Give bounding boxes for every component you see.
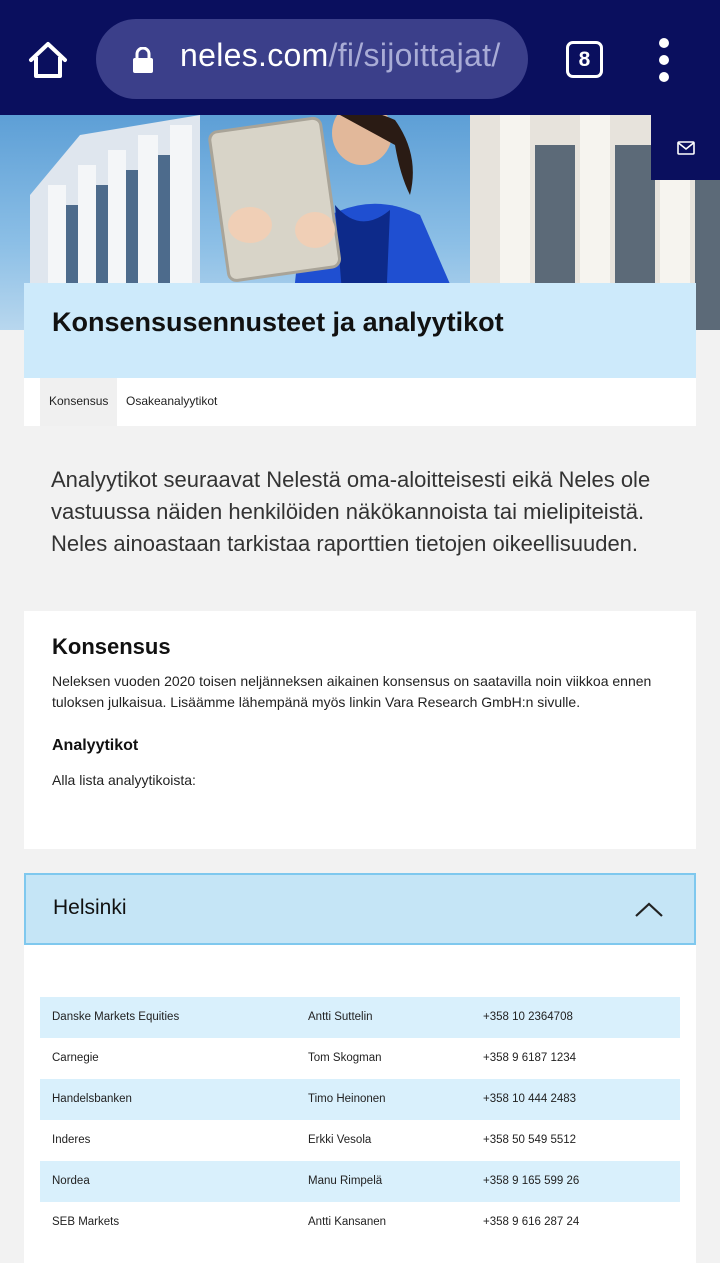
- table-row: [40, 997, 680, 1038]
- tab-count: 8: [578, 47, 591, 71]
- firm-cell: Nordea: [52, 1175, 90, 1187]
- phone-cell[interactable]: +358 9 616 287 24: [483, 1216, 580, 1228]
- analyst-table: [40, 997, 680, 1243]
- consensus-heading: Konsensus: [52, 634, 171, 659]
- table-row: [40, 1038, 680, 1079]
- tab-konsensus[interactable]: Konsensus: [40, 378, 117, 426]
- firm-cell: Inderes: [52, 1134, 91, 1146]
- phone-cell[interactable]: +358 10 444 2483: [483, 1093, 577, 1105]
- home-icon[interactable]: [26, 38, 70, 82]
- accordion-body: [24, 945, 696, 1263]
- intro-text: Analyytikot seuraavat Nelestä oma-aloitteisesti eikä Neles ole vastuussa näiden henkilöiden näkökannoista tai mielipiteistä. Neles ainoastaan tarkistaa raporttien tietojen oikeellisuuden.: [51, 467, 651, 556]
- phone-cell[interactable]: +358 9 165 599 26: [483, 1175, 580, 1187]
- url-path: /fi/sijoittajat/: [328, 37, 501, 73]
- table-row: [40, 1161, 680, 1202]
- tab-strip: [24, 378, 696, 426]
- firm-cell: SEB Markets: [52, 1216, 120, 1228]
- analyst-name-cell: Antti Suttelin: [308, 1011, 373, 1023]
- firm-cell: Handelsbanken: [52, 1093, 132, 1105]
- table-row: [40, 1120, 680, 1161]
- url-domain: neles.com: [180, 37, 329, 73]
- consensus-card: [24, 611, 696, 849]
- analyst-name-cell: Tom Skogman: [308, 1052, 382, 1064]
- title-banner: [24, 283, 696, 378]
- chevron-up-icon: [634, 899, 664, 919]
- phone-cell[interactable]: +358 50 549 5512: [483, 1134, 577, 1146]
- phone-cell[interactable]: +358 10 2364708: [483, 1011, 573, 1023]
- phone-cell[interactable]: +358 9 6187 1234: [483, 1052, 577, 1064]
- accordion-helsinki[interactable]: [24, 873, 696, 945]
- consensus-text: Neleksen vuoden 2020 toisen neljänneksen aikainen konsensus on saatavilla noin viikkoa ennen tuloksen julkaisua. Lisäämme lähempänä myös linkin Vara Research GmbH:n sivulle.: [52, 673, 652, 710]
- address-bar[interactable]: [96, 19, 528, 99]
- tab-osakeanalyytikot[interactable]: Osakeanalyytikot: [126, 394, 218, 408]
- firm-cell: Danske Markets Equities: [52, 1011, 180, 1023]
- analysts-heading: Analyytikot: [52, 737, 139, 754]
- analysts-text: Alla lista analyytikoista:: [52, 772, 196, 788]
- analyst-name-cell: Timo Heinonen: [308, 1093, 386, 1105]
- url-text: [180, 37, 501, 74]
- firm-cell: Carnegie: [52, 1052, 99, 1064]
- tabs-icon[interactable]: [566, 41, 603, 78]
- lock-icon: [132, 47, 154, 73]
- page-title: Konsensusennusteet ja analyytikot: [52, 307, 504, 337]
- analyst-name-cell: Manu Rimpelä: [308, 1175, 383, 1187]
- mail-icon[interactable]: [651, 115, 720, 180]
- table-row: [40, 1202, 680, 1243]
- analyst-name-cell: Antti Kansanen: [308, 1216, 387, 1228]
- accordion-title: Helsinki: [53, 896, 127, 919]
- table-row: [40, 1079, 680, 1120]
- browser-toolbar: [0, 0, 720, 115]
- analyst-name-cell: Erkki Vesola: [308, 1134, 372, 1146]
- more-vert-icon[interactable]: [650, 38, 678, 82]
